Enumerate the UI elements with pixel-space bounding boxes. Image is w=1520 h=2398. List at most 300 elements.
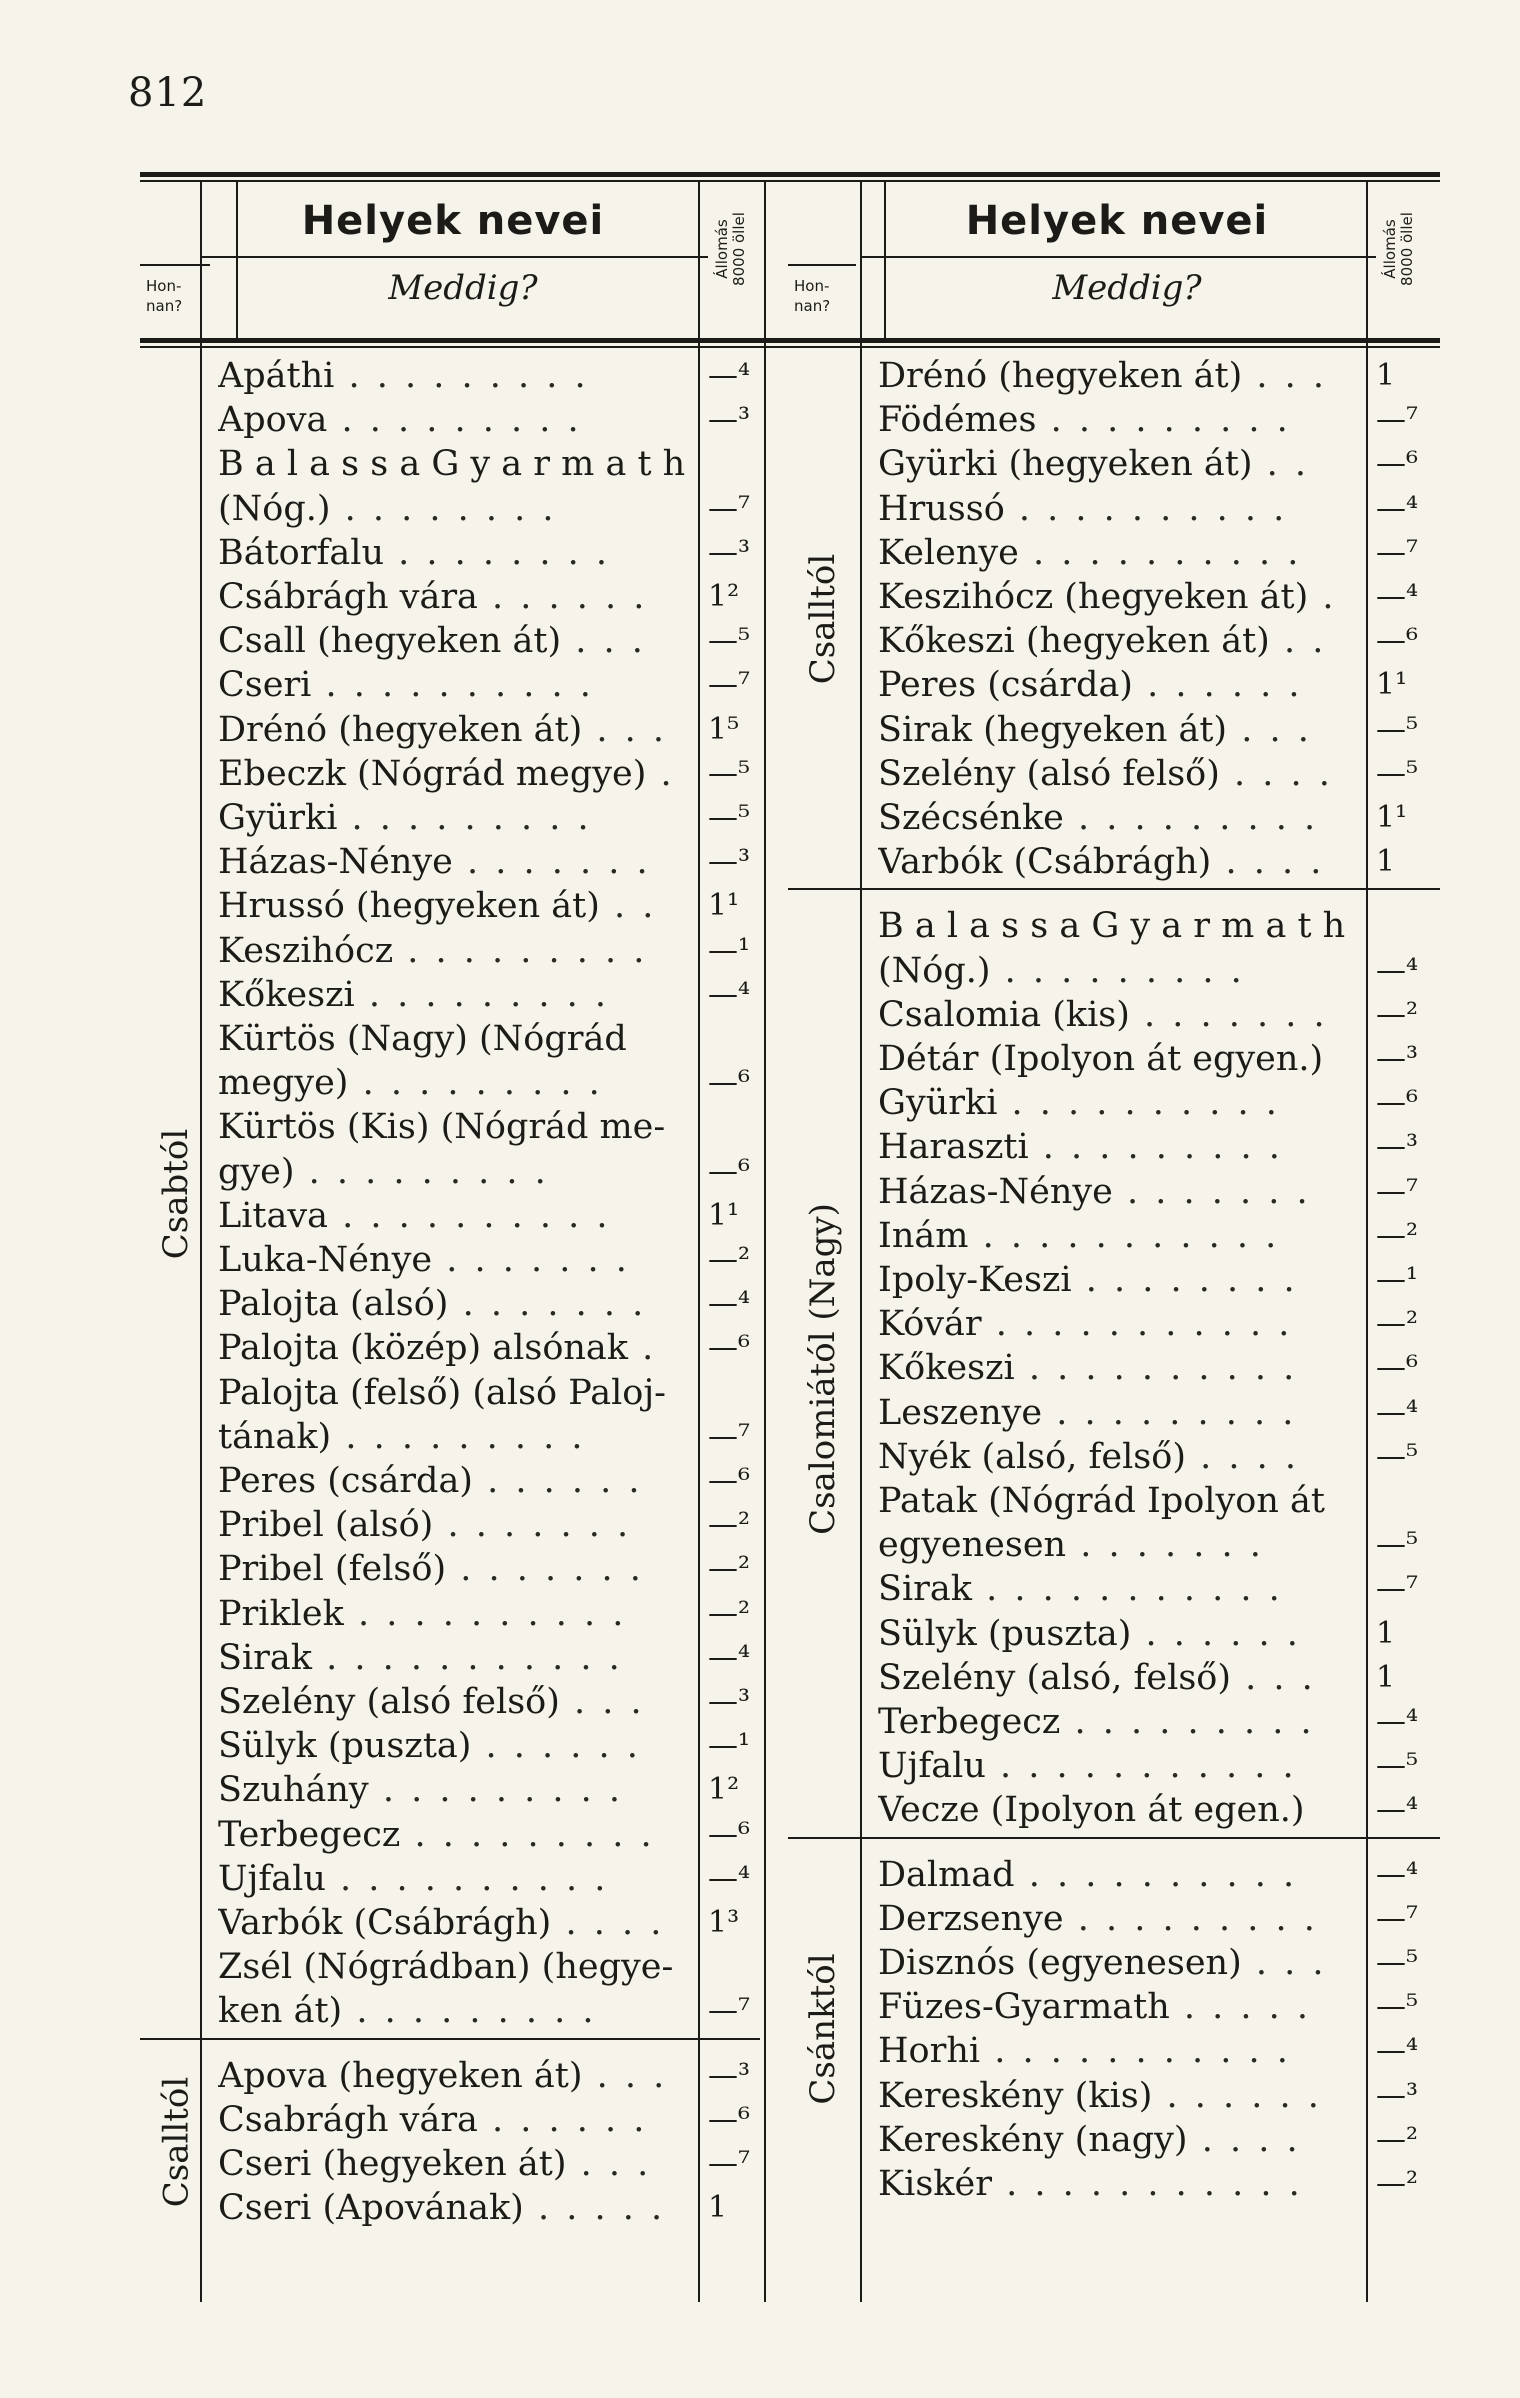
group-label: Csabtól [156, 1128, 196, 1260]
leader-dots: . . . . . [1169, 1987, 1312, 2028]
header-mid-rule [200, 256, 708, 258]
distance-value: 1 [1376, 844, 1396, 880]
place-name: Szelény (alsó, felső) [878, 1657, 1232, 1698]
table-row [218, 575, 692, 619]
leader-dots: . . . . . . . . . . [997, 1083, 1280, 1124]
distance-value: —¹ [708, 1728, 751, 1764]
distance-value: —³ [708, 844, 751, 880]
leader-dots: . . . . . . . . . . . [980, 2031, 1291, 2072]
place-name: Házas-Nénye [878, 1171, 1113, 1212]
table-row [878, 442, 1360, 486]
place-name: Kőkeszi [218, 974, 355, 1015]
table-row [878, 1435, 1360, 1479]
distance-value: —⁴ [1376, 490, 1419, 526]
distance-value: —⁷ [1376, 1571, 1419, 1607]
header-mid-rule [860, 256, 1376, 258]
leader-dots: . . . . . . . [1112, 1171, 1311, 1212]
place-name: Sirak [878, 1569, 972, 1610]
distance-value: 1 [708, 2190, 728, 2226]
distance-value: 1² [708, 579, 740, 614]
table-row [218, 354, 692, 398]
leader-dots: . . . [566, 2144, 652, 2184]
place-name: Derzsenye [878, 1898, 1064, 1939]
distance-value: —⁴ [708, 1860, 751, 1896]
table-row [218, 619, 692, 663]
distance-value: —¹ [708, 932, 751, 968]
distance-value: —⁴ [1376, 1792, 1419, 1828]
place-name: Füzes-Gyarmath [878, 1987, 1170, 2028]
leader-dots: . . . . . . . . . [334, 356, 589, 396]
leader-dots: . . . . . . . [448, 1284, 647, 1325]
column-divider [236, 182, 238, 338]
distance-value: 1³ [708, 1905, 740, 1940]
place-name: Litava [218, 1195, 329, 1236]
place-name: Nyék (alsó, felső) [878, 1436, 1186, 1477]
distance-value: —² [708, 1242, 751, 1277]
leader-dots: . . [1252, 444, 1310, 485]
table-row [878, 663, 1360, 707]
distance-value: —² [1376, 2166, 1419, 2201]
table-row [218, 487, 692, 531]
group-label: Csalomiától (Nagy) [802, 1202, 843, 1535]
leader-dots: . . . [582, 709, 667, 750]
leader-dots: . . . . . . . . . [337, 798, 592, 838]
leader-dots: . . . . . . . . . [342, 1991, 597, 2032]
leader-dots: . . [599, 886, 657, 927]
distance-value: 1¹ [1376, 667, 1408, 703]
allomas-line: Állomás [1381, 219, 1399, 279]
table-row [878, 487, 1360, 531]
table-row [878, 1170, 1360, 1214]
leader-dots: . . . . . . . . . [294, 1151, 549, 1192]
leader-dots: . . . . . . . . . [1060, 1702, 1315, 1742]
leader-dots: . . . . . . . . . . [328, 1195, 611, 1236]
table-row [218, 442, 692, 486]
leader-dots: . . . . . . . . . [1028, 1127, 1283, 1168]
place-name: Keszihócz (hegyeken át) [878, 577, 1309, 617]
table-row [878, 1125, 1360, 1169]
leader-dots: . . . . . [523, 2188, 666, 2229]
top-rule [140, 172, 1440, 177]
place-name: ken át) [218, 1991, 343, 2032]
leader-dots: . . . [561, 621, 646, 662]
leader-dots: . . . . [1219, 753, 1333, 794]
distance-value: —⁴ [1376, 2033, 1419, 2069]
table-row [878, 840, 1360, 884]
distance-value: —² [708, 1595, 751, 1631]
group-separator [788, 888, 1440, 890]
leader-dots: . . . . . . . . . . [311, 665, 594, 706]
table-row [218, 1194, 692, 1238]
table-row [218, 2054, 692, 2098]
place-name: Horhi [878, 2031, 981, 2072]
place-name: Cseri (Apovának) [218, 2188, 524, 2229]
header-meddig: Meddig? [388, 268, 538, 308]
table-row [878, 2118, 1360, 2162]
place-name: Luka-Nénye [218, 1240, 433, 1280]
header-honnan [146, 276, 206, 316]
leader-dots: . . . . . . . [1129, 994, 1328, 1035]
table-row [218, 840, 692, 884]
group-label: Csalltól [156, 2076, 197, 2208]
place-name: Drénó (hegyeken át) [878, 356, 1243, 396]
place-name: Kőkeszi [878, 1348, 1015, 1389]
place-name: Kürtös (Kis) (Nógrád me- [218, 1107, 666, 1148]
leader-dots: . . . . . . . . . [990, 950, 1245, 991]
place-name: Priklek [218, 1593, 344, 1634]
distance-value: —³ [708, 534, 751, 570]
header-bottom-rule-thin [140, 346, 1440, 348]
place-name: B a l a s s a G y a r m a t h [878, 906, 1346, 947]
table-row [218, 1680, 692, 1724]
place-name: Drénó (hegyeken át) [218, 709, 583, 750]
distance-value: —⁴ [1376, 1856, 1419, 1892]
distance-value: —³ [1376, 1129, 1419, 1165]
header-hon-rule [788, 264, 856, 266]
table-row [218, 1989, 692, 2033]
place-name: Szuhány [218, 1770, 369, 1811]
place-name: Apova (hegyeken át) [218, 2055, 583, 2096]
place-name: Terbegecz [218, 1814, 401, 1855]
table-row [218, 1813, 692, 1857]
place-name: megye) [218, 1063, 349, 1104]
table-row [878, 1985, 1360, 2029]
leader-dots: . . . [1227, 709, 1312, 750]
leader-dots: . [628, 1328, 657, 1369]
group-label: Csalltól [802, 553, 843, 685]
leader-dots: . . . . . . . [432, 1240, 630, 1280]
place-name: Sülyk (puszta) [878, 1613, 1132, 1654]
table-row [218, 1105, 692, 1149]
table-row [218, 884, 692, 928]
table-row [218, 973, 692, 1017]
distance-value: —⁷ [1376, 1173, 1419, 1209]
table-row [878, 1479, 1360, 1523]
place-name: Kóvár [878, 1304, 982, 1345]
group-separator [140, 2038, 760, 2040]
leader-dots: . . . . . . . . . [1042, 1392, 1297, 1433]
distance-value: —⁵ [708, 623, 751, 659]
place-name: Inám [878, 1215, 969, 1256]
place-name: Kelenye [878, 532, 1019, 573]
place-name: Cseri (hegyeken át) [218, 2144, 567, 2184]
distance-value: —⁵ [1376, 1438, 1419, 1474]
table-row [878, 949, 1360, 993]
leader-dots: . . . . . . . . . [354, 974, 610, 1015]
distance-value: —⁵ [1376, 1748, 1419, 1784]
table-row [878, 398, 1360, 442]
place-name: Palojta (közép) alsónak [218, 1328, 629, 1369]
distance-value: —⁴ [708, 358, 751, 393]
leader-dots: . . . . . . . . . [1063, 1898, 1318, 1939]
leader-dots: . . . . . . . . . . . [971, 1569, 1283, 1610]
leader-dots: . . . [1231, 1657, 1316, 1698]
place-name: Ujfalu [218, 1858, 326, 1899]
leader-dots: . [1308, 577, 1337, 617]
table-row [878, 1656, 1360, 1700]
place-name: Hrussó [878, 488, 1005, 529]
place-name: Gyürki [218, 798, 338, 838]
leader-dots: . . . . . . . . . . [1004, 488, 1288, 529]
table-row [218, 1282, 692, 1326]
distance-value: —³ [708, 402, 751, 438]
table-row [878, 1941, 1360, 1985]
place-name: Ebeczk (Nógrád megye) [218, 753, 647, 794]
distance-value: —⁵ [1376, 755, 1419, 791]
place-name: Csalomia (kis) [878, 994, 1130, 1035]
distance-value: 1² [708, 1772, 740, 1808]
place-name: Sülyk (puszta) [218, 1726, 472, 1767]
table-row [218, 1901, 692, 1945]
table-row [218, 1150, 692, 1194]
table-row [218, 1061, 692, 1105]
distance-value: —⁵ [708, 800, 751, 835]
distance-value: —⁶ [708, 2101, 751, 2137]
table-row [878, 1788, 1360, 1832]
place-name: Szelény (alsó felső) [218, 1682, 560, 1722]
distance-value: —¹ [1376, 1262, 1419, 1297]
table-row [878, 354, 1360, 398]
distance-value: —³ [708, 1684, 751, 1719]
place-name: Kőkeszi (hegyeken át) [878, 621, 1270, 662]
leader-dots: . . . . . . . [452, 842, 651, 883]
table-row [218, 1636, 692, 1680]
table-row [218, 1857, 692, 1901]
distance-value: —⁷ [1376, 534, 1419, 570]
header-allomas [1382, 184, 1420, 314]
distance-value: —³ [1376, 2077, 1419, 2113]
table-row [878, 2029, 1360, 2073]
table-row [878, 531, 1360, 575]
place-name: Peres (csárda) [218, 1461, 473, 1501]
distance-value: —⁷ [1376, 1900, 1419, 1936]
distance-value: —⁵ [1376, 1945, 1419, 1980]
place-name: Zsél (Nógrádban) (hegye- [218, 1947, 674, 1988]
table-row [878, 2162, 1360, 2206]
column-divider [200, 182, 202, 2302]
table-row [218, 929, 692, 973]
header-meddig: Meddig? [1052, 268, 1202, 308]
group-label: Csánktól [802, 1953, 843, 2106]
leader-dots: . . . . . . . . . [331, 1416, 586, 1457]
distance-value: —² [1376, 1306, 1419, 1342]
header-title: Helyek nevei [301, 198, 605, 244]
place-name: Csabrágh vára [218, 2099, 478, 2140]
place-name: Apova [218, 400, 328, 441]
distance-value: —² [1376, 996, 1419, 1032]
distance-value: —⁷ [708, 667, 751, 703]
distance-value: 1 [1376, 1659, 1396, 1695]
allomas-line: 8000 öllel [1398, 212, 1416, 286]
leader-dots: . . . . . . . . . [1063, 798, 1319, 838]
place-name: Ujfalu [878, 1746, 986, 1787]
leader-dots: . . . . . . . . . [348, 1063, 603, 1104]
place-name: Hrussó (hegyeken át) [218, 886, 600, 927]
honnan-line: nan? [794, 297, 831, 315]
distance-value: —⁷ [708, 1418, 751, 1454]
distance-value: —³ [1376, 1041, 1419, 1076]
table-row [218, 2142, 692, 2186]
table-row [878, 904, 1360, 948]
distance-value: —⁴ [708, 1639, 751, 1675]
header-bottom-rule [140, 338, 1440, 343]
place-name: Varbók (Csábrágh) [878, 842, 1212, 883]
leader-dots: . . . . . . . . . . . [985, 1746, 1297, 1787]
distance-value: —⁵ [1376, 711, 1419, 747]
place-name: (Nóg.) [218, 488, 331, 529]
leader-dots: . . . . . . . . . . . [968, 1215, 1280, 1256]
leader-dots: . . . . . . . . [330, 488, 557, 529]
place-name: Sirak (hegyeken át) [878, 709, 1228, 750]
distance-value: —⁴ [1376, 952, 1419, 988]
column-divider [1366, 182, 1368, 2302]
table-row [218, 1724, 692, 1768]
place-name: Vecze (Ipolyon át egen.) [878, 1790, 1305, 1831]
distance-value: 1⁵ [708, 711, 740, 747]
table-row [218, 1238, 692, 1282]
column-divider [884, 182, 886, 338]
table-row [878, 619, 1360, 663]
distance-table [140, 172, 1440, 2312]
column-divider [698, 182, 700, 2302]
place-name: Cseri [218, 665, 312, 706]
honnan-line: nan? [146, 297, 183, 315]
table-row [218, 1547, 692, 1591]
distance-value: —⁶ [708, 1816, 751, 1852]
distance-value: —⁷ [708, 490, 751, 526]
leader-dots: . . . . . . [471, 1726, 641, 1767]
table-row [218, 1459, 692, 1503]
leader-dots: . . . . [551, 1903, 665, 1943]
distance-value: —⁶ [1376, 1085, 1419, 1121]
distance-value: —⁶ [708, 1153, 751, 1189]
table-row [878, 1214, 1360, 1258]
table-row [218, 1503, 692, 1547]
leader-dots: . . . . . . . . [1071, 1260, 1298, 1300]
table-row [878, 752, 1360, 796]
place-name: Ipoly-Keszi [878, 1260, 1072, 1300]
leader-dots: . . . . . . [1131, 1613, 1301, 1654]
leader-dots: . . . . . . [477, 2099, 648, 2140]
place-name: egyenesen [878, 1525, 1067, 1566]
distance-value: —⁴ [1376, 579, 1419, 614]
leader-dots: . . . . . . . . [384, 532, 611, 573]
place-name: Kereskény (nagy) [878, 2119, 1188, 2160]
column-divider [764, 182, 766, 2302]
place-name: Terbegecz [878, 1702, 1061, 1742]
honnan-line: Hon- [794, 277, 830, 295]
column-divider [860, 182, 862, 2302]
place-name: Házas-Nénye [218, 842, 453, 883]
table-row [878, 1523, 1360, 1567]
distance-value: 1¹ [1376, 800, 1408, 835]
distance-value: —⁷ [708, 1993, 751, 2029]
place-name: Palojta (felső) (alsó Paloj- [218, 1372, 667, 1413]
leader-dots: . . . . . . . . . [1036, 400, 1291, 441]
distance-value: —³ [708, 2057, 751, 2093]
leader-dots: . . . . . . . . . . . [991, 2164, 1303, 2204]
header-allomas [714, 184, 752, 314]
place-name: gye) [218, 1151, 295, 1192]
table-row [218, 1326, 692, 1370]
allomas-line: Állomás [713, 219, 731, 279]
leader-dots: . . . . . . . . . . [343, 1593, 627, 1634]
table-row [878, 1700, 1360, 1744]
group-separator [788, 1837, 1440, 1839]
distance-value: —⁵ [708, 755, 751, 791]
place-name: (Nóg.) [878, 950, 991, 991]
distance-value: —⁶ [708, 1463, 751, 1498]
distance-value: —² [708, 1507, 751, 1543]
honnan-line: Hon- [146, 277, 182, 295]
place-name: Kürtös (Nagy) (Nógrád [218, 1019, 627, 1059]
table-row [878, 1081, 1360, 1125]
place-name: Apáthi [218, 356, 335, 396]
place-name: Varbók (Csábrágh) [218, 1903, 552, 1943]
leader-dots: . . [1269, 621, 1327, 662]
leader-dots: . . . [1242, 356, 1327, 396]
table-row [218, 1768, 692, 1812]
distance-value: —⁴ [1376, 1394, 1419, 1430]
place-name: Gyürki (hegyeken át) [878, 444, 1253, 485]
header-title: Helyek nevei [965, 198, 1269, 244]
allomas-line: 8000 öllel [730, 212, 748, 286]
place-name: tának) [218, 1416, 332, 1457]
table-row [878, 993, 1360, 1037]
table-row [878, 2074, 1360, 2118]
distance-value: —⁴ [708, 976, 751, 1012]
leader-dots: . . . [559, 1682, 645, 1722]
leader-dots: . . . . . . . . . . [1018, 532, 1302, 573]
table-row [218, 1945, 692, 1989]
distance-value: —⁷ [1376, 402, 1419, 438]
distance-value: —⁶ [708, 1065, 751, 1101]
table-row [878, 1258, 1360, 1302]
leader-dots: . . . . . . . . . . . [981, 1304, 1293, 1345]
place-name: Dalmad [878, 1854, 1015, 1895]
distance-value: —⁶ [1376, 446, 1419, 482]
table-row [878, 1302, 1360, 1346]
leader-dots: . . . . . . [477, 577, 648, 617]
place-name: Kiskér [878, 2164, 992, 2204]
table-row [218, 398, 692, 442]
distance-value: 1 [1376, 358, 1396, 393]
leader-dots: . . . . . . . . . . [1014, 1348, 1298, 1389]
table-row [218, 708, 692, 752]
table-row [878, 1391, 1360, 1435]
distance-value: —² [1376, 2121, 1419, 2157]
place-name: Haraszti [878, 1127, 1029, 1168]
table-row [878, 1897, 1360, 1941]
table-row [218, 1592, 692, 1636]
distance-value: 1¹ [708, 888, 740, 924]
distance-value: —² [1376, 1217, 1419, 1253]
distance-value: —⁶ [708, 1330, 751, 1366]
table-row [218, 663, 692, 707]
place-name: B a l a s s a G y a r m a t h [218, 444, 686, 485]
leader-dots: . . . . . . . [446, 1549, 644, 1590]
table-row [878, 1744, 1360, 1788]
table-row [878, 1346, 1360, 1390]
place-name: Bátorfalu [218, 532, 385, 573]
place-name: Peres (csárda) [878, 665, 1133, 706]
place-name: Détár (Ipolyon át egyen.) [878, 1039, 1324, 1079]
distance-value: —⁶ [1376, 1350, 1419, 1386]
table-row [218, 752, 692, 796]
leader-dots: . [646, 753, 675, 794]
place-name: Födémes [878, 400, 1037, 441]
leader-dots: . . . [1241, 1943, 1327, 1983]
